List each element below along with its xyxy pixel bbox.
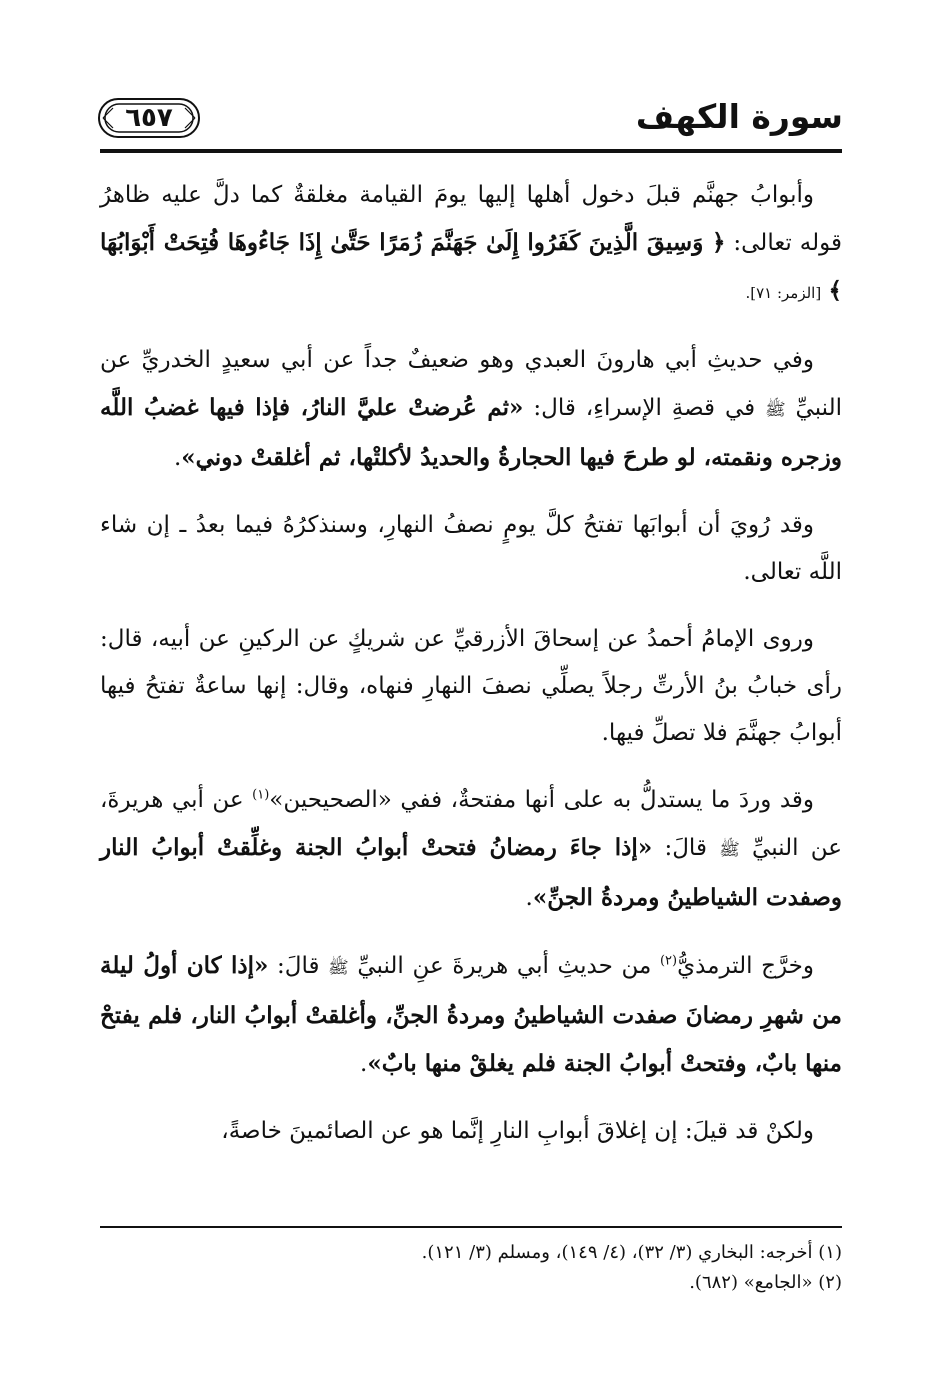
verse-reference: [الزمر: ٧١]. [745, 284, 822, 302]
hadith-quote: «إذا جاءَ رمضانُ فتحتْ أبوابُ الجنة وغلِّقتْ أبوابُ النار وصفدت الشياطينُ ومردةُ الجنِّ» [100, 834, 842, 911]
main-text [100, 172, 842, 1155]
quran-verse: ﴿ وَسِيقَ الَّذِينَ كَفَرُوا إِلَىٰ جَهَنَّمَ زُمَرًا حَتَّىٰ إِذَا جَاءُوهَا فُتِحَتْ أَبْوَابُهَا ﴾ [100, 229, 842, 304]
footnotes [100, 1238, 842, 1298]
paragraph-text: وفي حديثِ أبي هارونَ العبدي وهو ضعيفٌ جداً عن أبي سعيدٍ الخدريِّ عن النبيِّ [100, 347, 842, 421]
paragraph-text-continued: من حديثِ أبي هريرةَ عنِ النبيِّ [357, 953, 660, 979]
paragraph-text: وأبوابُ جهنَّم قبلَ دخول أهلها إليها يومَ القيامة مغلقةٌ كما دلَّ عليه ظاهرُ قوله تعالى: [100, 182, 842, 256]
blessing-glyph: ﷺ [765, 400, 786, 420]
paragraph-text-continued: عن أبي هريرةَ، عن النبيِّ [100, 787, 842, 861]
paragraph-4 [100, 616, 842, 757]
paragraph-2 [100, 337, 842, 482]
paragraph-end: . [173, 445, 182, 471]
hadith-quote: «ثم عُرضتْ عليَّ النارُ، فإذا فيها غضبُ اللَّه وزجره ونقمته، لو طرحَ فيها الحجارةُ والحديدُ لأكلتْها، ثم أغلقتْ دوني» [100, 394, 842, 471]
paragraph-text-continued-2: قالَ: [652, 835, 720, 861]
paragraph-text: وقد وردَ ما يستدلُّ به على أنها مفتحةٌ، ففي «الصحيحين» [269, 787, 814, 813]
blessing-glyph: ﷺ [328, 958, 349, 978]
blessing-glyph: ﷺ [719, 840, 740, 860]
paragraph-5 [100, 777, 842, 922]
page-number-badge [97, 96, 201, 140]
paragraph-end: . [360, 1051, 368, 1077]
paragraph-text-continued-2: قالَ: [268, 953, 329, 979]
paragraph-text: ولكنْ قد قيلَ: إن إغلاقَ أبوابِ النارِ إنَّما هو عن الصائمينَ خاصةً، [221, 1118, 814, 1144]
paragraph-7 [100, 1108, 842, 1155]
paragraph-end: . [525, 885, 533, 911]
paragraph-1 [100, 172, 842, 317]
surah-title: سورة الكهف [635, 97, 843, 136]
footnote-marker-1[interactable]: (١) [252, 787, 270, 803]
hadith-quote: «إذا كان أولُ ليلة من شهرِ رمضانَ صفدت الشياطينُ ومردةُ الجنِّ، وأغلقتْ أبوابُ النار، فلم يفتحْ منها بابٌ، وفتحتْ أبوابُ الجنة فلم يغلقْ منها بابٌ» [100, 952, 842, 1077]
paragraph-text: وقد رُويَ أن أبوابَها تفتحُ كلَّ يومٍ نصفُ النهارِ، وسنذكرُهُ فيما بعدُ ـ إن شاء اللَّه تعالى. [100, 512, 842, 585]
footnote-2: (٢) «الجامع» (٦٨٢). [689, 1272, 842, 1293]
footnote-marker-2[interactable]: (٢) [659, 953, 678, 969]
footnote-divider [100, 1226, 842, 1228]
paragraph-6 [100, 942, 842, 1088]
header-divider [100, 149, 842, 153]
page-number: ٦٥٧ [125, 103, 173, 133]
paragraph-text-continued: في قصةِ الإسراءِ، قال: [523, 395, 766, 421]
paragraph-text: وروى الإمامُ أحمدُ عن إسحاقَ الأزرقيِّ عن شريكٍ عن الركينِ عن أبيه، قال: رأى خبابُ بنُ الأرتِّ رجلاً يصلِّي نصفَ النهارِ فنهاه، وقال: إنها ساعةٌ تفتحُ فيها أبوابُ جهنَّمَ فلا تصلِّ فيها. [100, 626, 842, 746]
paragraph-3 [100, 502, 842, 596]
paragraph-text: وخرَّج الترمذيُّ [677, 953, 815, 979]
footnote-1: (١) أخرجه: البخاري (٣/ ٣٢)، (٤/ ١٤٩)، ومسلم (٣/ ١٢١). [421, 1242, 842, 1263]
